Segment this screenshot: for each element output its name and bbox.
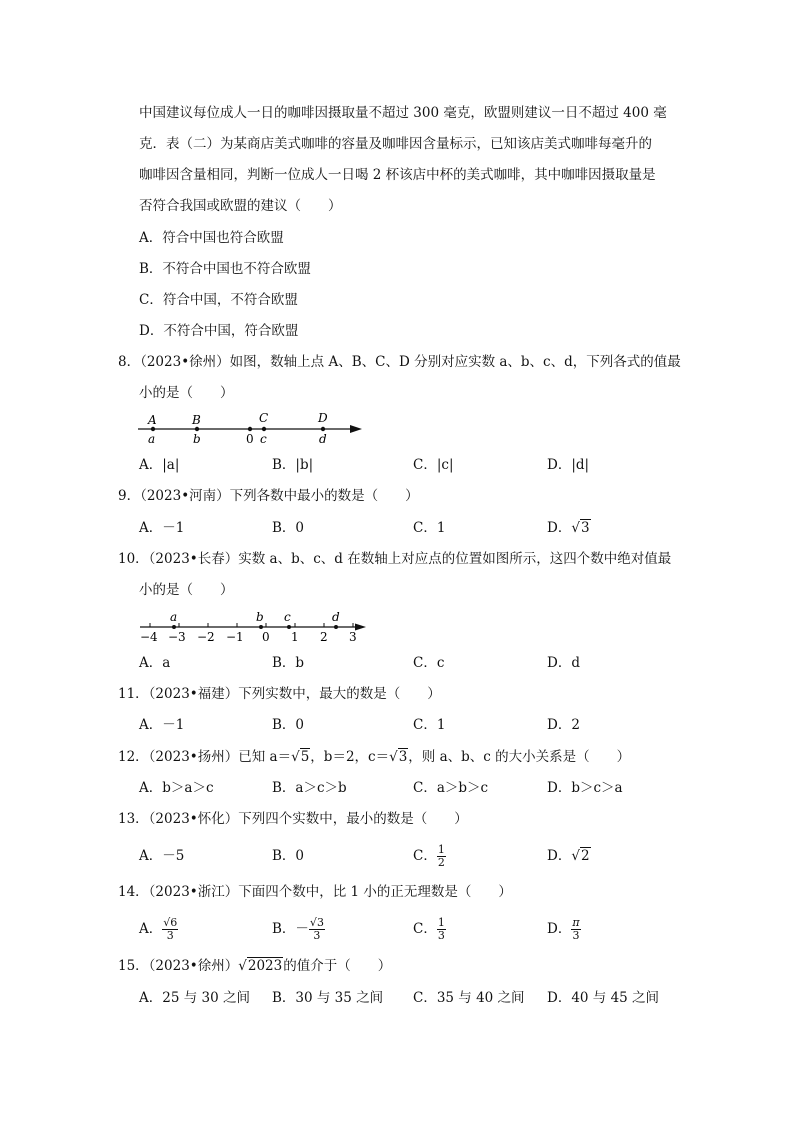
q9-option-a: A．－1 <box>139 520 185 536</box>
q15-sqrt-radicand: 2023 <box>247 958 283 974</box>
q10-stem-line-1: 10．（2023•长春）实数 a、b、c、d 在数轴上对应点的位置如图所示，这四个数中绝对值最 <box>118 551 672 567</box>
q12-option-d: D．b＞c＞a <box>547 780 623 796</box>
q15-option-b: B．30 与 35 之间 <box>272 990 384 1006</box>
q8-label-a: a <box>148 432 156 446</box>
q10-tick-neg3: −3 <box>168 630 186 644</box>
q9-option-d-prefix: D． <box>547 520 572 536</box>
q11-option-b: B．0 <box>272 717 305 733</box>
q8-label-B: B <box>192 413 201 427</box>
q14-option-c <box>413 912 446 946</box>
q13-fraction-num: 1 <box>437 843 445 856</box>
q11-option-a: A．－1 <box>139 717 185 733</box>
q14-d-fraction <box>571 917 580 942</box>
q10-tick-3: 3 <box>349 630 357 644</box>
q15-stem-prefix: 15．（2023•徐州） <box>118 958 239 974</box>
q10-point-d: d <box>332 610 340 624</box>
q12-option-b: B．a＞c＞b <box>272 780 347 796</box>
q13-option-c-prefix: C． <box>413 848 437 864</box>
q9-sqrt-radicand: 3 <box>580 520 590 536</box>
q9-stem: 9．（2023•河南）下列各数中最小的数是（ ） <box>118 488 419 504</box>
q13-option-b: B．0 <box>272 848 305 864</box>
q12-stem-prefix: 12．（2023•扬州）已知 a＝ <box>118 749 292 765</box>
q8-stem-line-2: 小的是（ ） <box>139 385 234 401</box>
q12-sqrt-c-radicand: 3 <box>398 749 408 765</box>
q12-stem-suffix: ，则 a、b、c 的大小关系是（ ） <box>408 749 631 765</box>
q14-b-den: 3 <box>313 929 321 942</box>
q14-option-a-prefix: A． <box>139 921 163 937</box>
q11-option-d: D．2 <box>547 717 580 733</box>
q14-b-radicand: 3 <box>316 916 324 929</box>
q14-a-fraction <box>162 917 178 942</box>
q9-option-d <box>547 518 591 538</box>
q8-option-c: C．|c| <box>413 457 454 473</box>
q10-option-a: A．a <box>139 655 171 671</box>
q15-sqrt: √2023 <box>238 958 283 974</box>
q10-tick-2: 2 <box>320 630 328 644</box>
q11-option-c: C．1 <box>413 717 446 733</box>
q14-d-den: 3 <box>572 929 580 942</box>
q8-option-a: A．|a| <box>139 457 180 473</box>
q14-d-num: π <box>572 916 580 929</box>
q14-b-num: √3 <box>309 916 324 929</box>
q7-text-line-1: 中国建议每位成人一日的咖啡因摄取量不超过 300 毫克，欧盟则建议一日不超过 400 毫 <box>139 105 667 121</box>
q13-option-d-prefix: D． <box>547 848 572 864</box>
q13-sqrt: √2 <box>571 848 590 864</box>
q7-option-c: C．符合中国，不符合欧盟 <box>139 292 298 308</box>
q13-option-c <box>413 840 446 872</box>
q13-option-d <box>547 846 591 866</box>
q12-sqrt-a-radicand: 5 <box>300 749 310 765</box>
q7-option-a: A．符合中国也符合欧盟 <box>139 230 284 246</box>
q10-point-c: c <box>284 610 291 624</box>
q13-stem: 13．（2023•怀化）下列四个实数中，最小的数是（ ） <box>118 811 468 827</box>
q7-text-line-3: 咖啡因含量相同，判断一位成人一日喝 2 杯该店中杯的美式咖啡，其中咖啡因摄取量是 <box>139 167 656 183</box>
q8-stem-line-1: 8．（2023•徐州）如图，数轴上点 A、B、C、D 分别对应实数 a、b、c、d，下列各式的值最 <box>118 354 681 370</box>
q13-sqrt-radicand: 2 <box>580 848 590 864</box>
q14-a-num: √6 <box>163 916 178 929</box>
q14-option-a <box>139 912 178 946</box>
q15-option-a: A．25 与 30 之间 <box>139 990 250 1006</box>
q8-label-b: b <box>193 432 201 446</box>
q12-option-a: A．b＞a＞c <box>139 780 214 796</box>
q10-point-a: a <box>170 610 178 624</box>
q9-sqrt: √3 <box>571 520 590 536</box>
q8-option-b: B．|b| <box>272 457 314 473</box>
q11-stem: 11．（2023•福建）下列实数中，最大的数是（ ） <box>118 686 441 702</box>
q13-option-a: A．－5 <box>139 848 185 864</box>
q10-option-c: C．c <box>413 655 445 671</box>
q7-option-d: D．不符合中国，符合欧盟 <box>139 323 299 339</box>
q10-point-b: b <box>256 610 264 624</box>
q8-label-D: D <box>318 411 328 425</box>
q9-option-b: B．0 <box>272 520 305 536</box>
q15-stem-suffix: 的值介于（ ） <box>283 958 392 974</box>
q10-tick-neg1: −1 <box>226 630 244 644</box>
q8-label-A: A <box>148 413 157 427</box>
q14-b-fraction <box>309 917 325 942</box>
q10-tick-neg2: −2 <box>197 630 215 644</box>
q15-stem <box>118 956 391 976</box>
q10-tick-0: 0 <box>262 630 270 644</box>
q10-number-line <box>136 608 372 646</box>
q7-option-b: B．不符合中国也不符合欧盟 <box>139 261 311 277</box>
q14-option-d-prefix: D． <box>547 921 572 937</box>
q12-stem <box>118 747 630 767</box>
q8-label-d: d <box>319 432 327 446</box>
q8-label-zero: 0 <box>246 432 254 446</box>
q14-a-radicand: 6 <box>170 916 178 929</box>
q8-number-line <box>136 410 366 446</box>
q12-option-c: C．a＞b＞c <box>413 780 489 796</box>
q8-label-C: C <box>259 411 269 425</box>
q14-option-b-prefix: B．－ <box>272 921 309 937</box>
q12-sqrt-c: √3 <box>389 749 408 765</box>
q14-c-den: 3 <box>437 929 445 942</box>
q14-option-d <box>547 912 581 946</box>
q10-tick-neg4: −4 <box>140 630 158 644</box>
q8-label-c: c <box>260 432 267 446</box>
q10-option-b: B．b <box>272 655 305 671</box>
q12-sqrt-a: √5 <box>291 749 310 765</box>
q14-stem: 14．（2023•浙江）下面四个数中，比 1 小的正无理数是（ ） <box>118 884 512 900</box>
q14-c-num: 1 <box>437 916 445 929</box>
q14-a-den: 3 <box>166 929 174 942</box>
q10-option-d: D．d <box>547 655 580 671</box>
q13-fraction <box>437 844 446 869</box>
q15-option-d: D．40 与 45 之间 <box>547 990 660 1006</box>
q15-option-c: C．35 与 40 之间 <box>413 990 525 1006</box>
q14-option-c-prefix: C． <box>413 921 437 937</box>
q8-option-d: D．|d| <box>547 457 590 473</box>
q12-stem-middle: ，b＝2，c＝ <box>310 749 390 765</box>
q9-option-c: C．1 <box>413 520 446 536</box>
q10-tick-1: 1 <box>291 630 299 644</box>
q7-text-line-2: 克．表（二）为某商店美式咖啡的容量及咖啡因含量标示，已知该店美式咖啡每毫升的 <box>139 136 652 152</box>
q7-text-line-4: 否符合我国或欧盟的建议（ ） <box>139 198 342 214</box>
q10-stem-line-2: 小的是（ ） <box>139 582 234 598</box>
q14-c-fraction <box>437 917 446 942</box>
q13-fraction-den: 2 <box>437 856 445 869</box>
q14-option-b <box>272 912 325 946</box>
